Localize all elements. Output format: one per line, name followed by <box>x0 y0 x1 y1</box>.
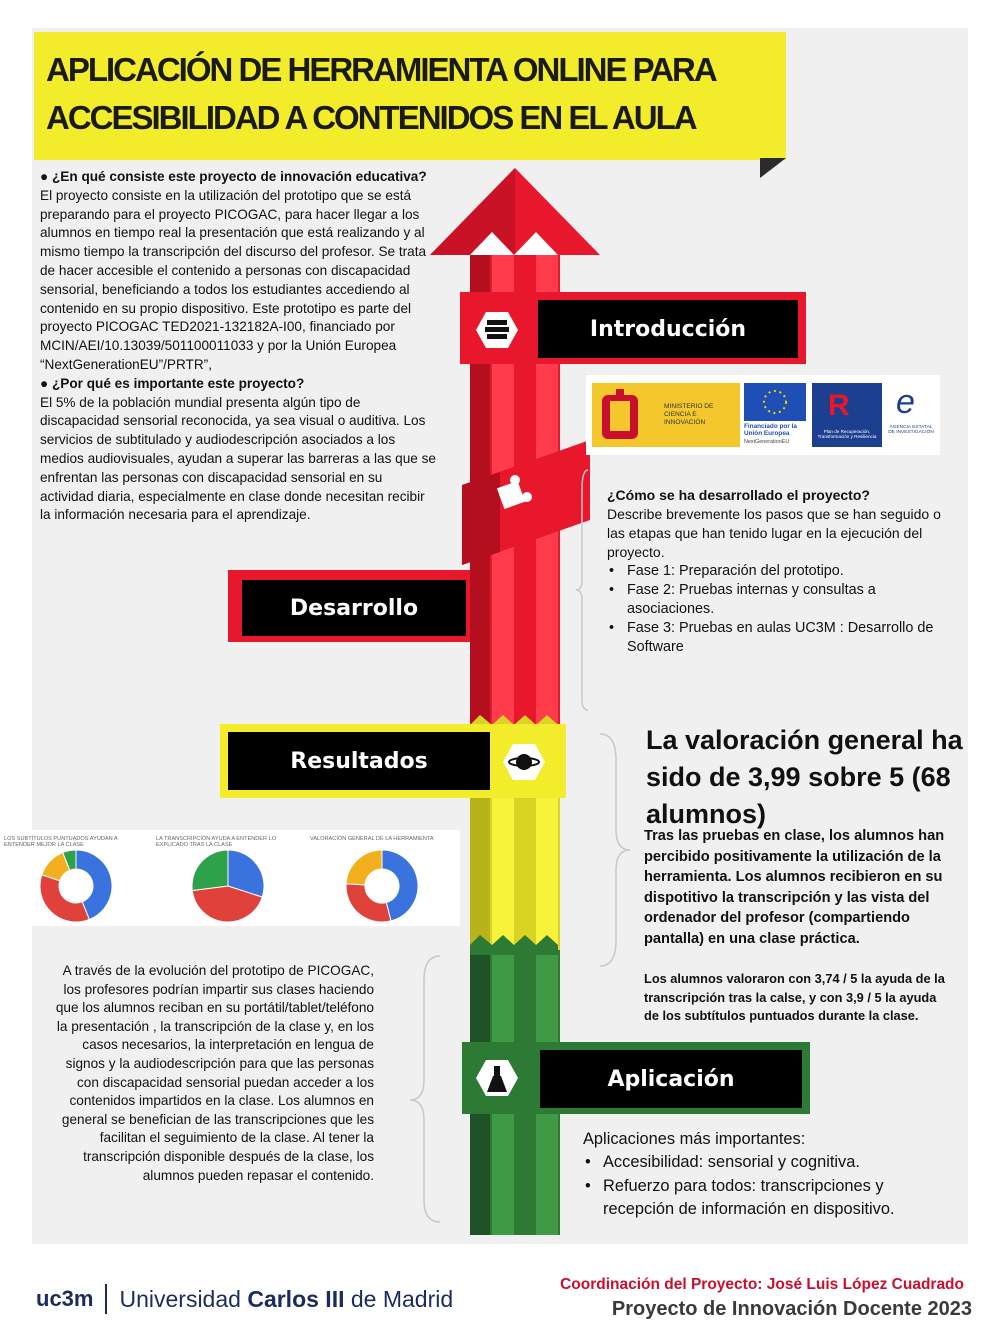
agencia-logo <box>886 383 936 447</box>
label-introduccion: Introducción <box>538 300 798 358</box>
agencia-e-icon: e <box>896 383 915 421</box>
pie-slice-3 <box>346 850 382 885</box>
arrow-head-shade <box>430 168 515 255</box>
pie-slice-4 <box>40 875 89 922</box>
chart-subtitulos <box>0 830 150 926</box>
label-desarrollo: Desarrollo <box>242 580 466 636</box>
aplicacion-list-block <box>583 1128 953 1222</box>
aplicacion-bracket <box>410 956 440 1222</box>
label-aplicacion: Aplicación <box>540 1050 802 1108</box>
prtr-text: Plan de Recuperación, Transformación y Resiliencia <box>817 429 877 440</box>
university-logo <box>36 1284 453 1314</box>
intro-text <box>40 168 438 525</box>
intro-question-2: ● ¿Por qué es importante este proyecto? <box>40 375 305 391</box>
desarrollo-paragraph: Describe brevemente los pasos que se han seguido o las etapas que han tenido lugar en la ejecución del proyecto. <box>607 506 941 560</box>
desarrollo-question: ¿Cómo se ha desarrollado el proyecto? <box>607 487 870 503</box>
aplicacion-item: • Refuerzo para todos: transcripciones y recepción de información en dispositivo. <box>583 1175 953 1222</box>
aplicacion-item: • Accesibilidad: sensorial y cognitiva. <box>583 1151 953 1174</box>
fase-item: • Fase 1: Preparación del prototipo. <box>607 562 943 581</box>
chart-title: LOS SUBTÍTULOS PUNTUADOS AYUDAN A ENTENDER MEJOR LA CLASE <box>4 836 118 848</box>
intro-paragraph-1: El proyecto consiste en la utilización del prototipo que se está preparando para el proyecto PICOGAC, para hacer llegar a los alumnos en tiempo real la presentación que está realizando y al mismo tiempo la transcripción del discurso del profesor. Se trata de hacer accesible el contenido a personas con discapacidad sensorial, beneficiando a todos los estudiantes accediendo al contenido en su propio dispositivo. Este prototipo es parte del proyecto PICOGAC TED2021-132182A-I00, financiado por MCIN/AEI/10.13039/501100011033 y por la Unión Europea “NextGenerationEU”/PRTR”, <box>40 187 427 372</box>
pie-slice-3 <box>192 850 228 891</box>
uni-name-bold: Carlos III <box>247 1285 345 1312</box>
aplicacion-list <box>583 1151 953 1221</box>
wrap-band-shade <box>462 472 500 565</box>
chart-title: VALORACIÓN GENERAL DE LA HERRAMIENTA <box>310 836 434 842</box>
funding-logos <box>586 375 940 455</box>
coat-of-arms-icon <box>598 387 642 443</box>
charts-strip <box>0 830 460 926</box>
ministerio-logo <box>592 383 740 447</box>
resultados-bracket <box>600 734 630 966</box>
fase-item: • Fase 3: Pruebas en aulas UC3M : Desarrollo de Software <box>607 619 943 657</box>
label-resultados: Resultados <box>228 732 490 790</box>
title-line-1: APLICACIÓN DE HERRAMIENTA ONLINE PARA <box>46 51 716 88</box>
prtr-logo <box>812 383 882 447</box>
intro-paragraph-2: El 5% de la población mundial presenta algún tipo de discapacidad sensorial reconocida, ya sea visual o auditiva. Los servicios de subtitulado y audiodescripción asociados a los medios audiovisuales, ayudan a superar las barreras a las que se enfrentan las personas con discapacidad sensorial en su actividad diaria, especialmente en clase donde necesitan recibir la información necesaria para el aprendizaje. <box>40 394 436 523</box>
pie-slice-4 <box>346 884 391 922</box>
proyecto-text: Proyecto de Innovación Docente 2023 <box>611 1298 972 1320</box>
title-shadow <box>760 158 786 178</box>
aplicacion-heading: Aplicaciones más importantes: <box>583 1130 806 1148</box>
coordinacion-text: Coordinación del Proyecto: José Luis López Cuadrado <box>560 1276 964 1293</box>
resultados-paragraph-1: Tras las pruebas en clase, los alumnos han percibido positivamente la utilización de la herramienta. Los alumnos recibieron en su dispotitivo la transcripción y las vista del ordenador del profesor (compartiendo pantalla) en una clase práctica. <box>644 828 945 947</box>
page-title <box>46 46 776 142</box>
desarrollo-text <box>607 486 943 657</box>
aplicacion-paragraph: A través de la evolución del prototipo de PICOGAC, los profesores podrían impartir sus clases haciendo que los alumnos reciban en su portátil/tablet/teléfono la presentación , la transcripción de la clase y, en los casos necesarios, la interpretación en lengua de signos y la audiodescripción para que las personas con discapacidad sensorial puedan acceder a los contenidos impartidos en la clase. Los alumnos en general se benefician de las transcripciones que les facilitan el seguimiento de la clase. Al tener la transcripción disponible después de la clase, los alumnos pueden repasar el contenido. <box>55 963 374 1183</box>
pie-chart <box>306 830 456 926</box>
books-icon <box>485 320 509 339</box>
title-line-2: ACCESIBILIDAD A CONTENIDOS EN EL AULA <box>46 99 696 136</box>
fase-item: • Fase 2: Pruebas internas y consultas a asociaciones. <box>607 581 943 619</box>
chart-valoracion <box>306 830 456 926</box>
prtr-mark-icon: R <box>828 389 850 422</box>
uni-name-post: de Madrid <box>344 1285 454 1312</box>
agencia-text: AGENCIA ESTATAL DE INVESTIGACIÓN <box>888 425 934 436</box>
eu-logo <box>742 383 808 447</box>
uni-name-pre: Universidad <box>119 1285 248 1312</box>
fases-list <box>607 562 943 657</box>
uc3m-mark: uc3m <box>36 1286 94 1311</box>
chart-transcripcion <box>152 830 302 926</box>
eu-nextgen-text: NextGenerationEU <box>744 439 790 445</box>
ministerio-text: MINISTERIO DE CIENCIA E INNOVACIÓN <box>664 403 714 426</box>
chart-title: LA TRANSCRIPCIÓN AYUDA A ENTENDER LO EXPLICADO TRAS LA CLASE <box>156 836 277 848</box>
eu-stars-icon <box>744 383 806 421</box>
intro-question-1: ● ¿En qué consiste este proyecto de innovación educativa? <box>40 169 427 184</box>
eu-flag-icon <box>744 383 806 421</box>
eu-text: Financiado por la Unión Europea <box>744 423 797 437</box>
logo-divider <box>105 1284 107 1314</box>
resultados-paragraph-2: Los alumnos valoraron con 3,74 / 5 la ayuda de la transcripción tras la calse, y con 3,9 / 5 la ayuda de los subtítulos puntuados durante la clase. <box>644 971 945 1024</box>
resultados-headline: La valoración general ha sido de 3,99 sobre 5 (68 alumnos) <box>646 725 963 829</box>
